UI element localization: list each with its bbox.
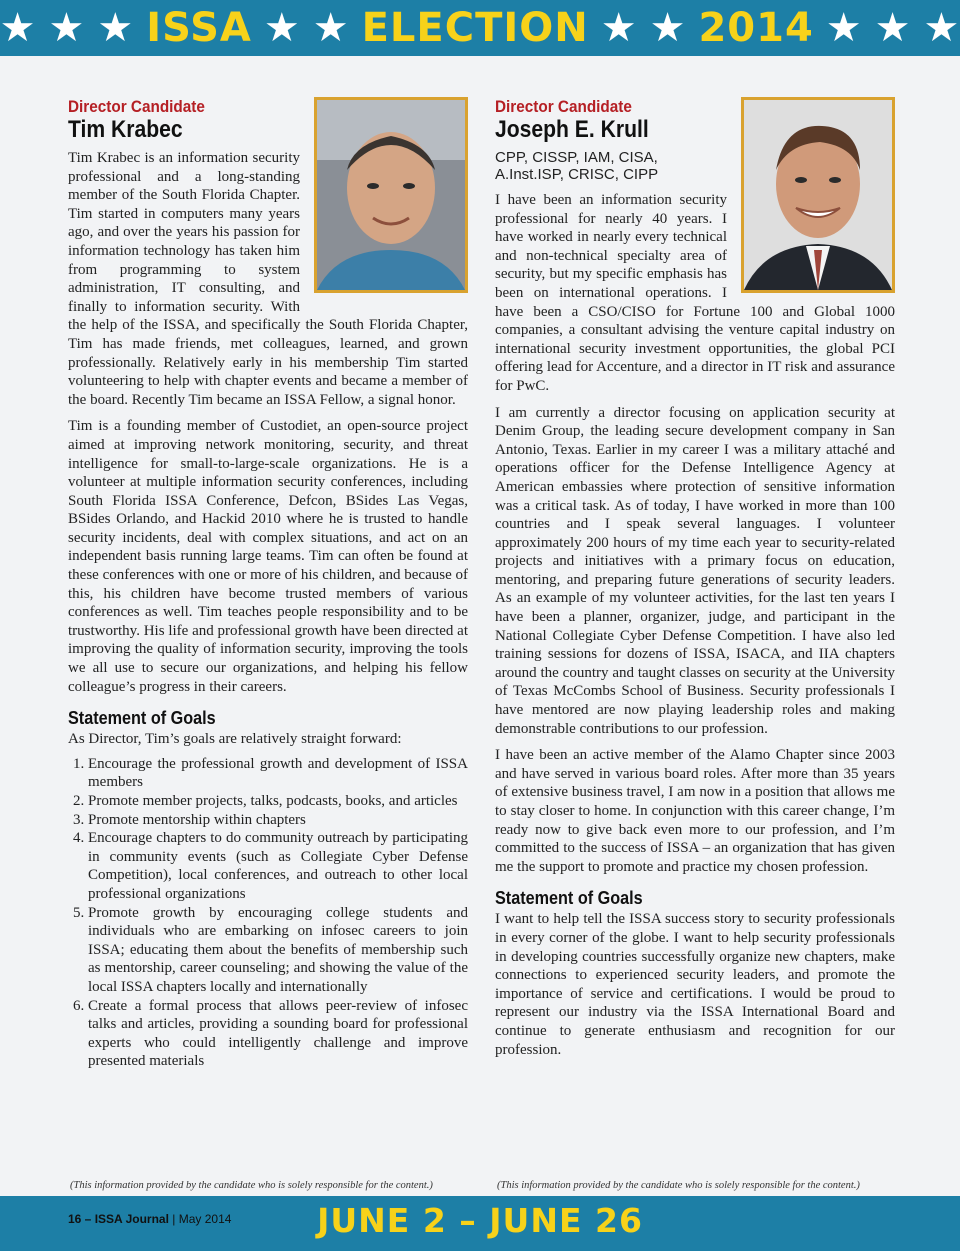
goal-item: 6. Create a formal process that allows peer-review of infosec talks and articles, providing a sounding board for professional experts who could intelligently challenge and improve presented materials: [88, 997, 468, 1071]
goals-heading: Statement of Goals: [495, 888, 643, 909]
footer-bar: [0, 1196, 960, 1251]
banner-word-year: 2014: [698, 5, 814, 51]
bio-paragraph: I am currently a director focusing on application security at Denim Group, the leading secure development company in San Antonio, Texas. Earlier in my career I was a military attaché and operations officer for the Defense Intelligence Agency at American embassies where protection of sensitive information was a critical task. As of today, I have worked in more than 100 countries and I speak several languages. I volunteer approximately 200 hours of my time each year to security-related projects and initiatives with a primary focus on education, mentoring, and preparing future generations of security leaders. As an example of my volunteer activities, for the last ten years I have been a planner, organizer, judge, and participant in the National Collegiate Cyber Defense Competition. I have also led training sessions for dozens of ISSA, ISACA, and IIA chapters around the country and taught classes on security at the University of Texas McCombs School of Business. Security professionals I have mentored are now playing leadership roles and making demonstrable contributions to our profession.: [495, 404, 895, 737]
star-icon: ★: [0, 5, 37, 51]
candidate-name: Tim Krabec: [68, 116, 183, 143]
star-icon: ★: [923, 5, 960, 51]
goal-item: 4. Encourage chapters to do community outreach by participating in community events (such as Collegiate Cyber Defense Competition), local conferences, and outreach to other local professional organizations: [88, 829, 468, 903]
candidate-name: Joseph E. Krull: [495, 116, 649, 143]
bio-paragraph: I have been an active member of the Alamo Chapter since 2003 and have served in various board roles. After more than 35 years of extensive business travel, I am now in a position that allows me to stay closer to home. In conjunction with this career change, I’m ready now to give back even more to our profession, and I’m committed to the success of ISSA – an organization that has given me the support to promote and practice my chosen profession.: [495, 747, 895, 875]
goal-item: 3. Promote mentorship within chapters: [88, 811, 468, 830]
candidate-column-left: [68, 97, 468, 1071]
goals-intro: As Director, Tim’s goals are relatively straight forward:: [68, 731, 402, 748]
banner-word-issa: ISSA: [146, 5, 252, 51]
star-icon: ★: [649, 5, 687, 51]
candidate-role: Director Candidate: [495, 97, 632, 116]
bio-paragraph: Tim Krabec is an information security professional and a long-standing member of the South Florida Chapter. Tim started in computers many years ago, and over the years his passion for information technology has taken him from programming to system administration, IT consulting, and finally to information security. With the help of the ISSA, and specifically the South Florida Chapter, Tim has made friends, met colleagues, learned, and grown professionally. Relatively early in his membership Tim started volunteering to help with chapter events and became a member of the board. Recently Tim became an ISSA Fellow, a signal honor.: [68, 150, 468, 408]
star-icon: ★: [825, 5, 863, 51]
election-dates: JUNE 2 – JUNE 26: [317, 1201, 643, 1240]
star-icon: ★: [48, 5, 86, 51]
goals-text: I want to help tell the ISSA success story to security professionals in every corner of the globe. I want to help security professionals in developing countries successfully organize new chapters, make connections to experienced security leaders, and promote the importance of service and certifications. I would be proud to represent our industry via the ISSA International Board and continue to generate enthusiasm and recognition for our profession.: [495, 911, 895, 1058]
star-icon: ★: [263, 5, 301, 51]
candidate-credentials: CPP, CISSP, IAM, CISA, A.Inst.ISP, CRISC, CIPP: [495, 149, 659, 183]
bio-paragraph: I have been an information security professional for nearly 40 years. I have worked in nearly every technical and non-technical specialty area of security, but my specific emphasis has been on international operations. I have been a CSO/CISO for Fortune 100 and Global 1000 companies, a consultant advising the venture capital industry on international security investment opportunities, the global PCI offering lead for Accenture, and a director in IT risk and assurance for PwC.: [495, 192, 895, 394]
candidate-role: Director Candidate: [68, 97, 205, 116]
goal-item: 2. Promote member projects, talks, podcasts, books, and articles: [88, 792, 468, 811]
election-banner: [0, 0, 960, 56]
issue-date: May 2014: [178, 1212, 232, 1226]
goal-item: 1. Encourage the professional growth and development of ISSA members: [88, 755, 468, 792]
bio-paragraph: Tim is a founding member of Custodiet, an open-source project aimed at improving network monitoring, security, and threat intelligence for small-to-large-scale organizations. He is a volunteer at multiple information security conferences, including South Florida ISSA Conference, Defcon, BSides Las Vegas, BSides Orlando, and Hackid 2010 where he is trusted to handle security incidents, deal with complex situations, and act on an independent basis running large teams. Tim can often be found at these conferences with one or more of his children, and because of this, his children have become trusted members of various conferences as well. Tim teaches people responsibility and to be trustworthy. His life and professional growth have been directed at improving the quality of information security, improving the tools we all use to secure our organizations, and helping his fellow colleague’s progress in their careers.: [68, 418, 468, 695]
star-icon: ★: [600, 5, 638, 51]
page-number: 16 – ISSA Journal: [68, 1212, 169, 1226]
star-icon: ★: [97, 5, 135, 51]
candidate-column-right: [495, 97, 895, 1067]
goal-item: 5. Promote growth by encouraging college students and individuals who are embarking on infosec careers to join ISSA; educating them about the benefits of membership such as mentorship, career counseling; and showing the value of the local ISSA chapters locally and internationally: [88, 904, 468, 997]
star-icon: ★: [874, 5, 912, 51]
goals-heading: Statement of Goals: [68, 708, 216, 729]
banner-word-election: ELECTION: [361, 5, 589, 51]
disclaimer-left: (This information provided by the candidate who is solely responsible for the content.): [70, 1180, 433, 1191]
star-icon: ★: [312, 5, 350, 51]
disclaimer-right: (This information provided by the candidate who is solely responsible for the content.): [497, 1180, 860, 1191]
folio-separator: |: [168, 1212, 179, 1226]
goals-list: [68, 755, 468, 1071]
